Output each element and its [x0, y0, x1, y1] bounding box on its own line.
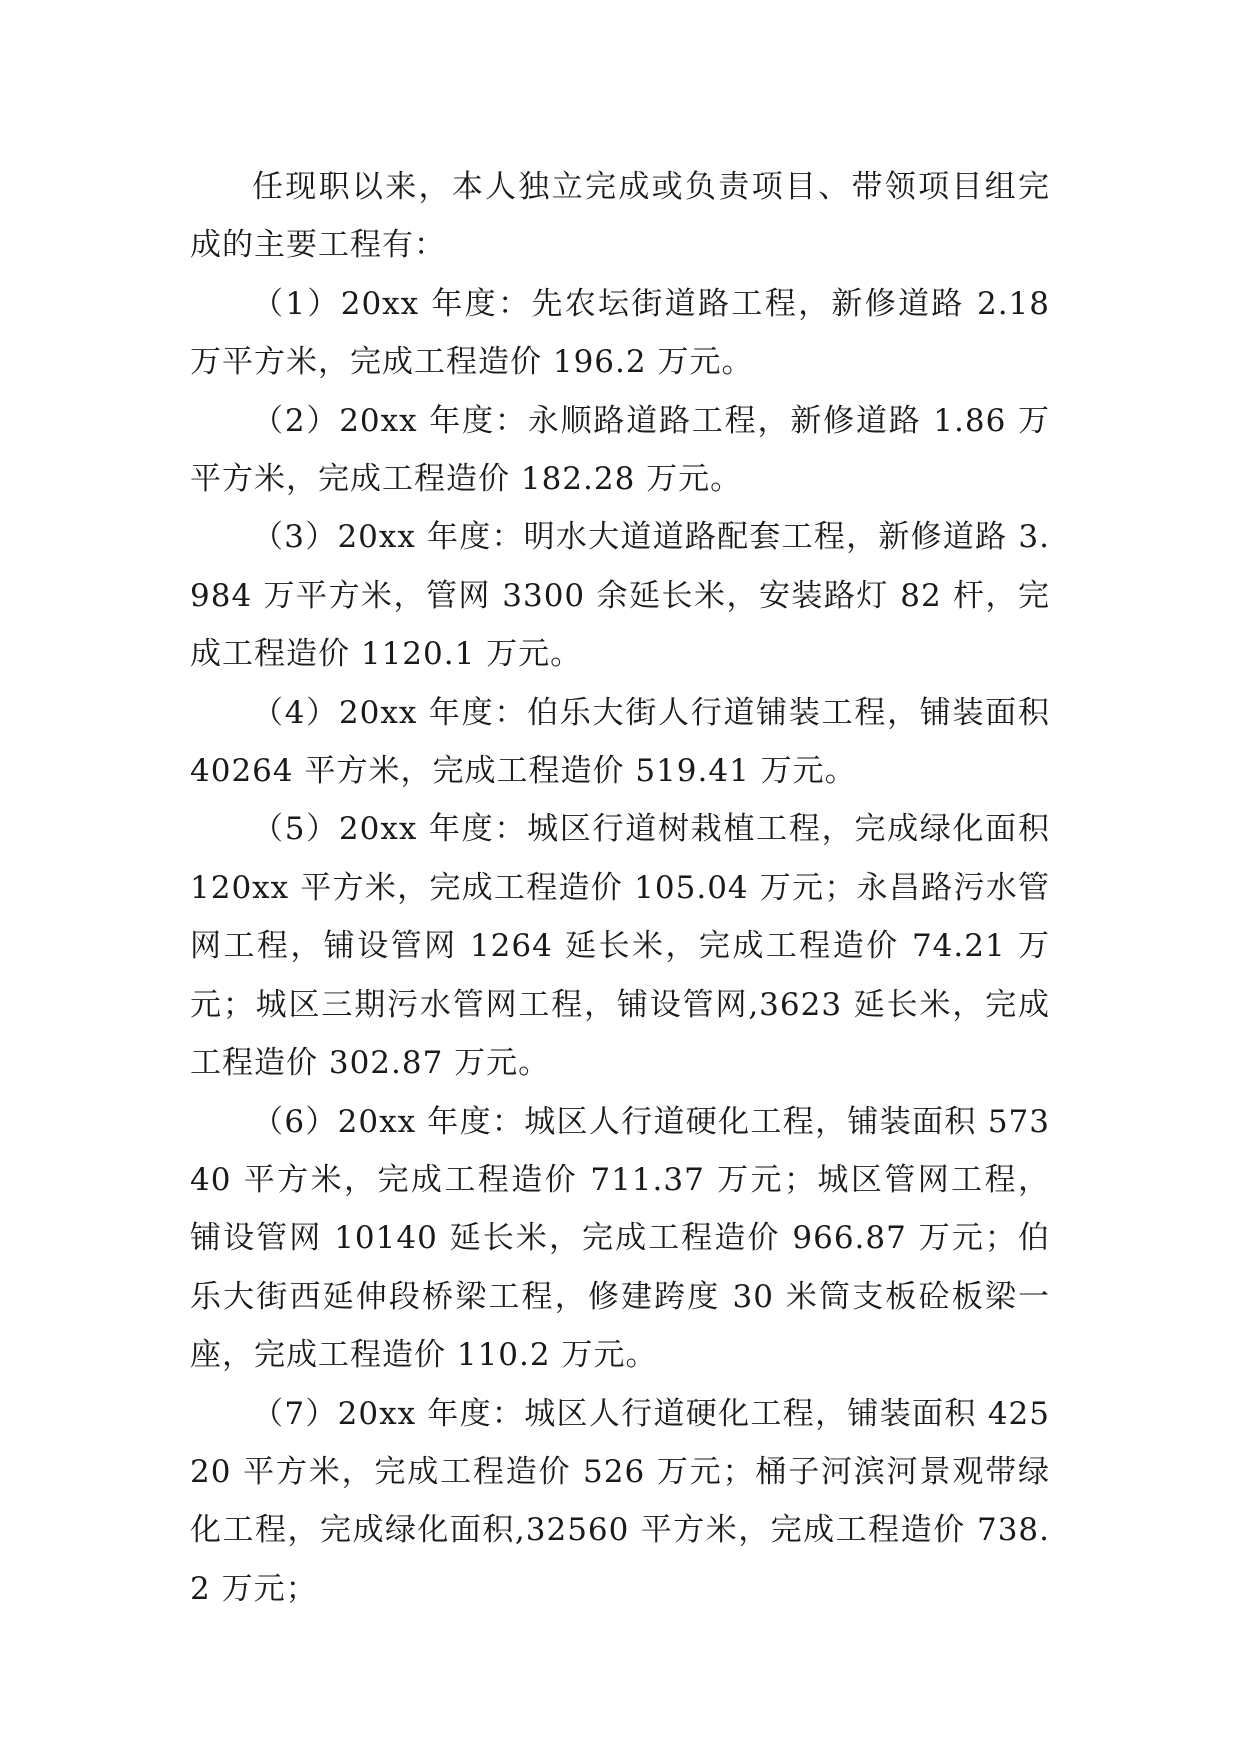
intro-paragraph: 任现职以来，本人独立完成或负责项目、带领项目组完成的主要工程有： — [190, 169, 1050, 264]
project-item-4: （4）20xx 年度：伯乐大街人行道铺装工程，铺装面积 40264 平方米，完成工程造价 519.41 万元。 — [190, 694, 1050, 790]
project-item-5: （5）20xx 年度：城区行道树栽植工程，完成绿化面积 120xx 平方米，完成工程造价 105.04 万元；永昌路污水管网工程，铺设管网 1264 延长米，完成工程造价 74.21 万元；城区三期污水管网工程，铺设管网,3623 延长米，完成工程造价 302.87 万元。 — [190, 811, 1050, 1082]
project-item-6: （6）20xx 年度：城区人行道硬化工程，铺装面积 57340 平方米，完成工程造价 711.37 万元；城区管网工程，铺设管网 10140 延长米，完成工程造价 966.87 万元；伯乐大街西延伸段桥梁工程，修建跨度 30 米筒支板砼板梁一座，完成工程造价 110.2 万元。 — [190, 1103, 1050, 1374]
project-item-7: （7）20xx 年度：城区人行道硬化工程，铺装面积 42520 平方米，完成工程造价 526 万元；桶子河滨河景观带绿化工程，完成绿化面积,32560 平方米，完成工程造价 738.2 万元； — [190, 1395, 1050, 1607]
project-item-1: （1）20xx 年度：先农坛街道路工程，新修道路 2.18 万平方米，完成工程造价 196.2 万元。 — [190, 285, 1050, 381]
project-item-2: （2）20xx 年度：永顺路道路工程，新修道路 1.86 万平方米，完成工程造价 182.28 万元。 — [190, 402, 1050, 498]
project-item-3: （3）20xx 年度：明水大道道路配套工程，新修道路 3.984 万平方米，管网 3300 余延长米，安装路灯 82 杆，完成工程造价 1120.1 万元。 — [190, 519, 1050, 673]
document-body — [190, 158, 1050, 1618]
